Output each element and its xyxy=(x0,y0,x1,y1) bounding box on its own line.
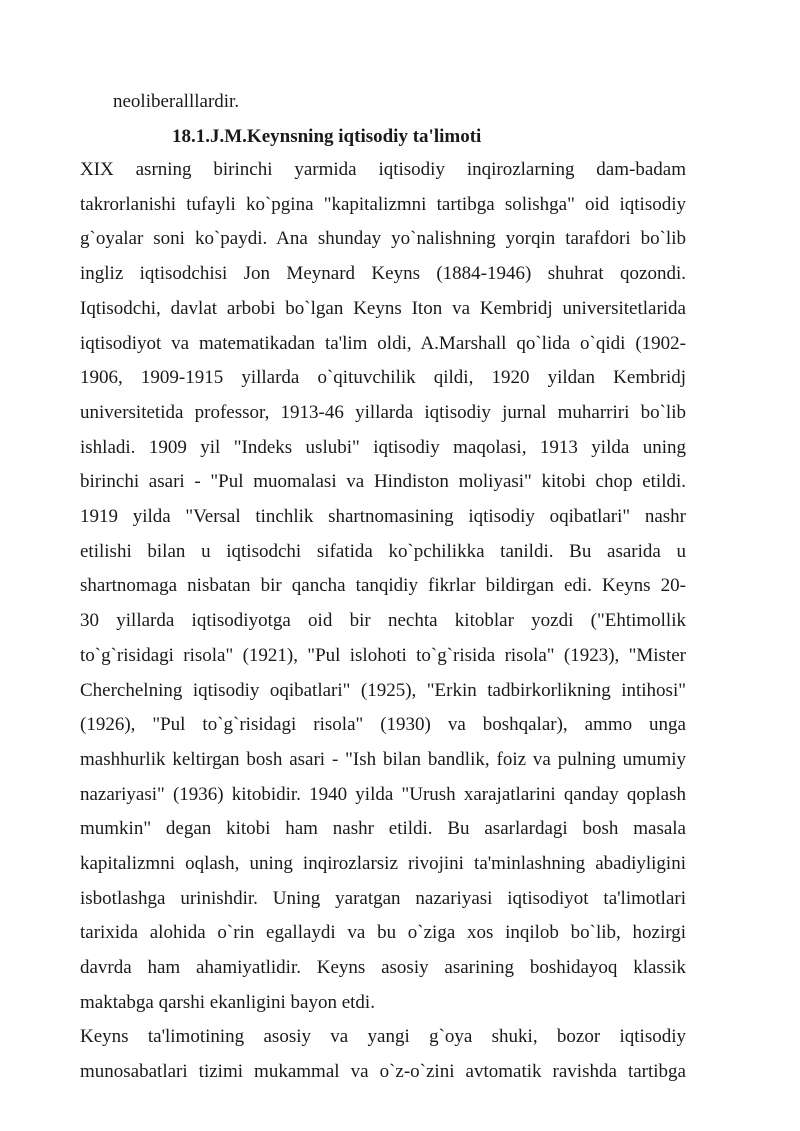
text-line: universitetida professor, 1913-46 yillarda iqtisodiy jurnal muharriri bo`lib xyxy=(80,401,686,423)
text-line: etilishi bilan u iqtisodchi sifatida ko`pchilikka tanildi. Bu asarida u xyxy=(80,540,686,562)
text-line: 1906, 1909-1915 yillarda o`qituvchilik qildi, 1920 yildan Kembridj xyxy=(80,367,686,389)
continuation-line: neoliberalllardir. xyxy=(113,91,240,112)
text-line: ingliz iqtisodchisi Jon Meynard Keyns (1884-1946) shuhrat qozondi. xyxy=(80,263,686,285)
text-line: takrorlanishi tufayli ko`pgina "kapitalizmni tartibga solishga" oid iqtisodiy xyxy=(80,193,686,215)
text-line: Iqtisodchi, davlat arbobi bo`lgan Keyns Iton va Kembridj universitetlarida xyxy=(80,297,686,319)
text-line: mumkin" degan kitobi ham nashr etildi. Bu asarlardagi bosh masala xyxy=(80,818,686,840)
text-line: isbotlashga urinishdir. Uning yaratgan nazariyasi iqtisodiyot ta'limotlari xyxy=(80,887,686,909)
text-line: to`g`risidagi risola" (1921), "Pul islohoti to`g`risida risola" (1923), "Mister xyxy=(80,644,686,666)
text-line: ishladi. 1909 yil "Indeks uslubi" iqtisodiy maqolasi, 1913 yilda uning xyxy=(80,436,686,458)
text-line: 1919 yilda "Versal tinchlik shartnomasining iqtisodiy oqibatlari" nashr xyxy=(80,506,686,528)
text-line: XIX asrning birinchi yarmida iqtisodiy inqirozlarning dam-badam xyxy=(80,159,686,180)
text-line: (1926), "Pul to`g`risidagi risola" (1930) va boshqalar), ammo unga xyxy=(80,714,686,736)
section-heading: 18.1.J.M.Keynsning iqtisodiy ta'limoti xyxy=(172,126,482,147)
text-line: iqtisodiyot va matematikadan ta'lim oldi, A.Marshall qo`lida o`qidi (1902- xyxy=(80,332,686,354)
text-line: maktabga qarshi ekanligini bayon etdi. xyxy=(80,991,375,1013)
body-paragraph xyxy=(80,153,686,1021)
text-line: davrda ham ahamiyatlidir. Keyns asosiy asarining boshidayoq klassik xyxy=(80,957,686,979)
text-line: birinchi asari - "Pul muomalasi va Hindiston moliyasi" kitobi chop etildi. xyxy=(80,471,686,493)
text-line: kapitalizmni oqlash, uning inqirozlarsiz rivojini ta'minlashning abadiyligini xyxy=(80,853,686,875)
text-line: Keyns ta'limotining asosiy va yangi g`oya shuki, bozor iqtisodiy xyxy=(80,1026,686,1047)
text-line: mashhurlik keltirgan bosh asari - "Ish bilan bandlik, foiz va pulning umumiy xyxy=(80,748,686,770)
text-line: munosabatlari tizimi mukammal va o`z-o`zini avtomatik ravishda tartibga xyxy=(80,1060,686,1082)
text-line: tarixida alohida o`rin egallaydi va bu o`ziga xos inqilob bo`lib, hozirgi xyxy=(80,922,686,944)
text-line: g`oyalar soni ko`paydi. Ana shunday yo`nalishning yorqin tarafdori bo`lib xyxy=(80,228,686,250)
text-line: Cherchelning iqtisodiy oqibatlari" (1925), "Erkin tadbirkorlikning intihosi" xyxy=(80,679,686,701)
body-paragraph xyxy=(80,1020,686,1089)
text-line: 30 yillarda iqtisodiyotga oid bir nechta kitoblar yozdi ("Ehtimollik xyxy=(80,610,686,632)
text-line: shartnomaga nisbatan bir qancha tanqidiy fikrlar bildirgan edi. Keyns 20- xyxy=(80,575,686,597)
text-line: nazariyasi" (1936) kitobidir. 1940 yilda "Urush xarajatlarini qanday qoplash xyxy=(80,783,686,805)
